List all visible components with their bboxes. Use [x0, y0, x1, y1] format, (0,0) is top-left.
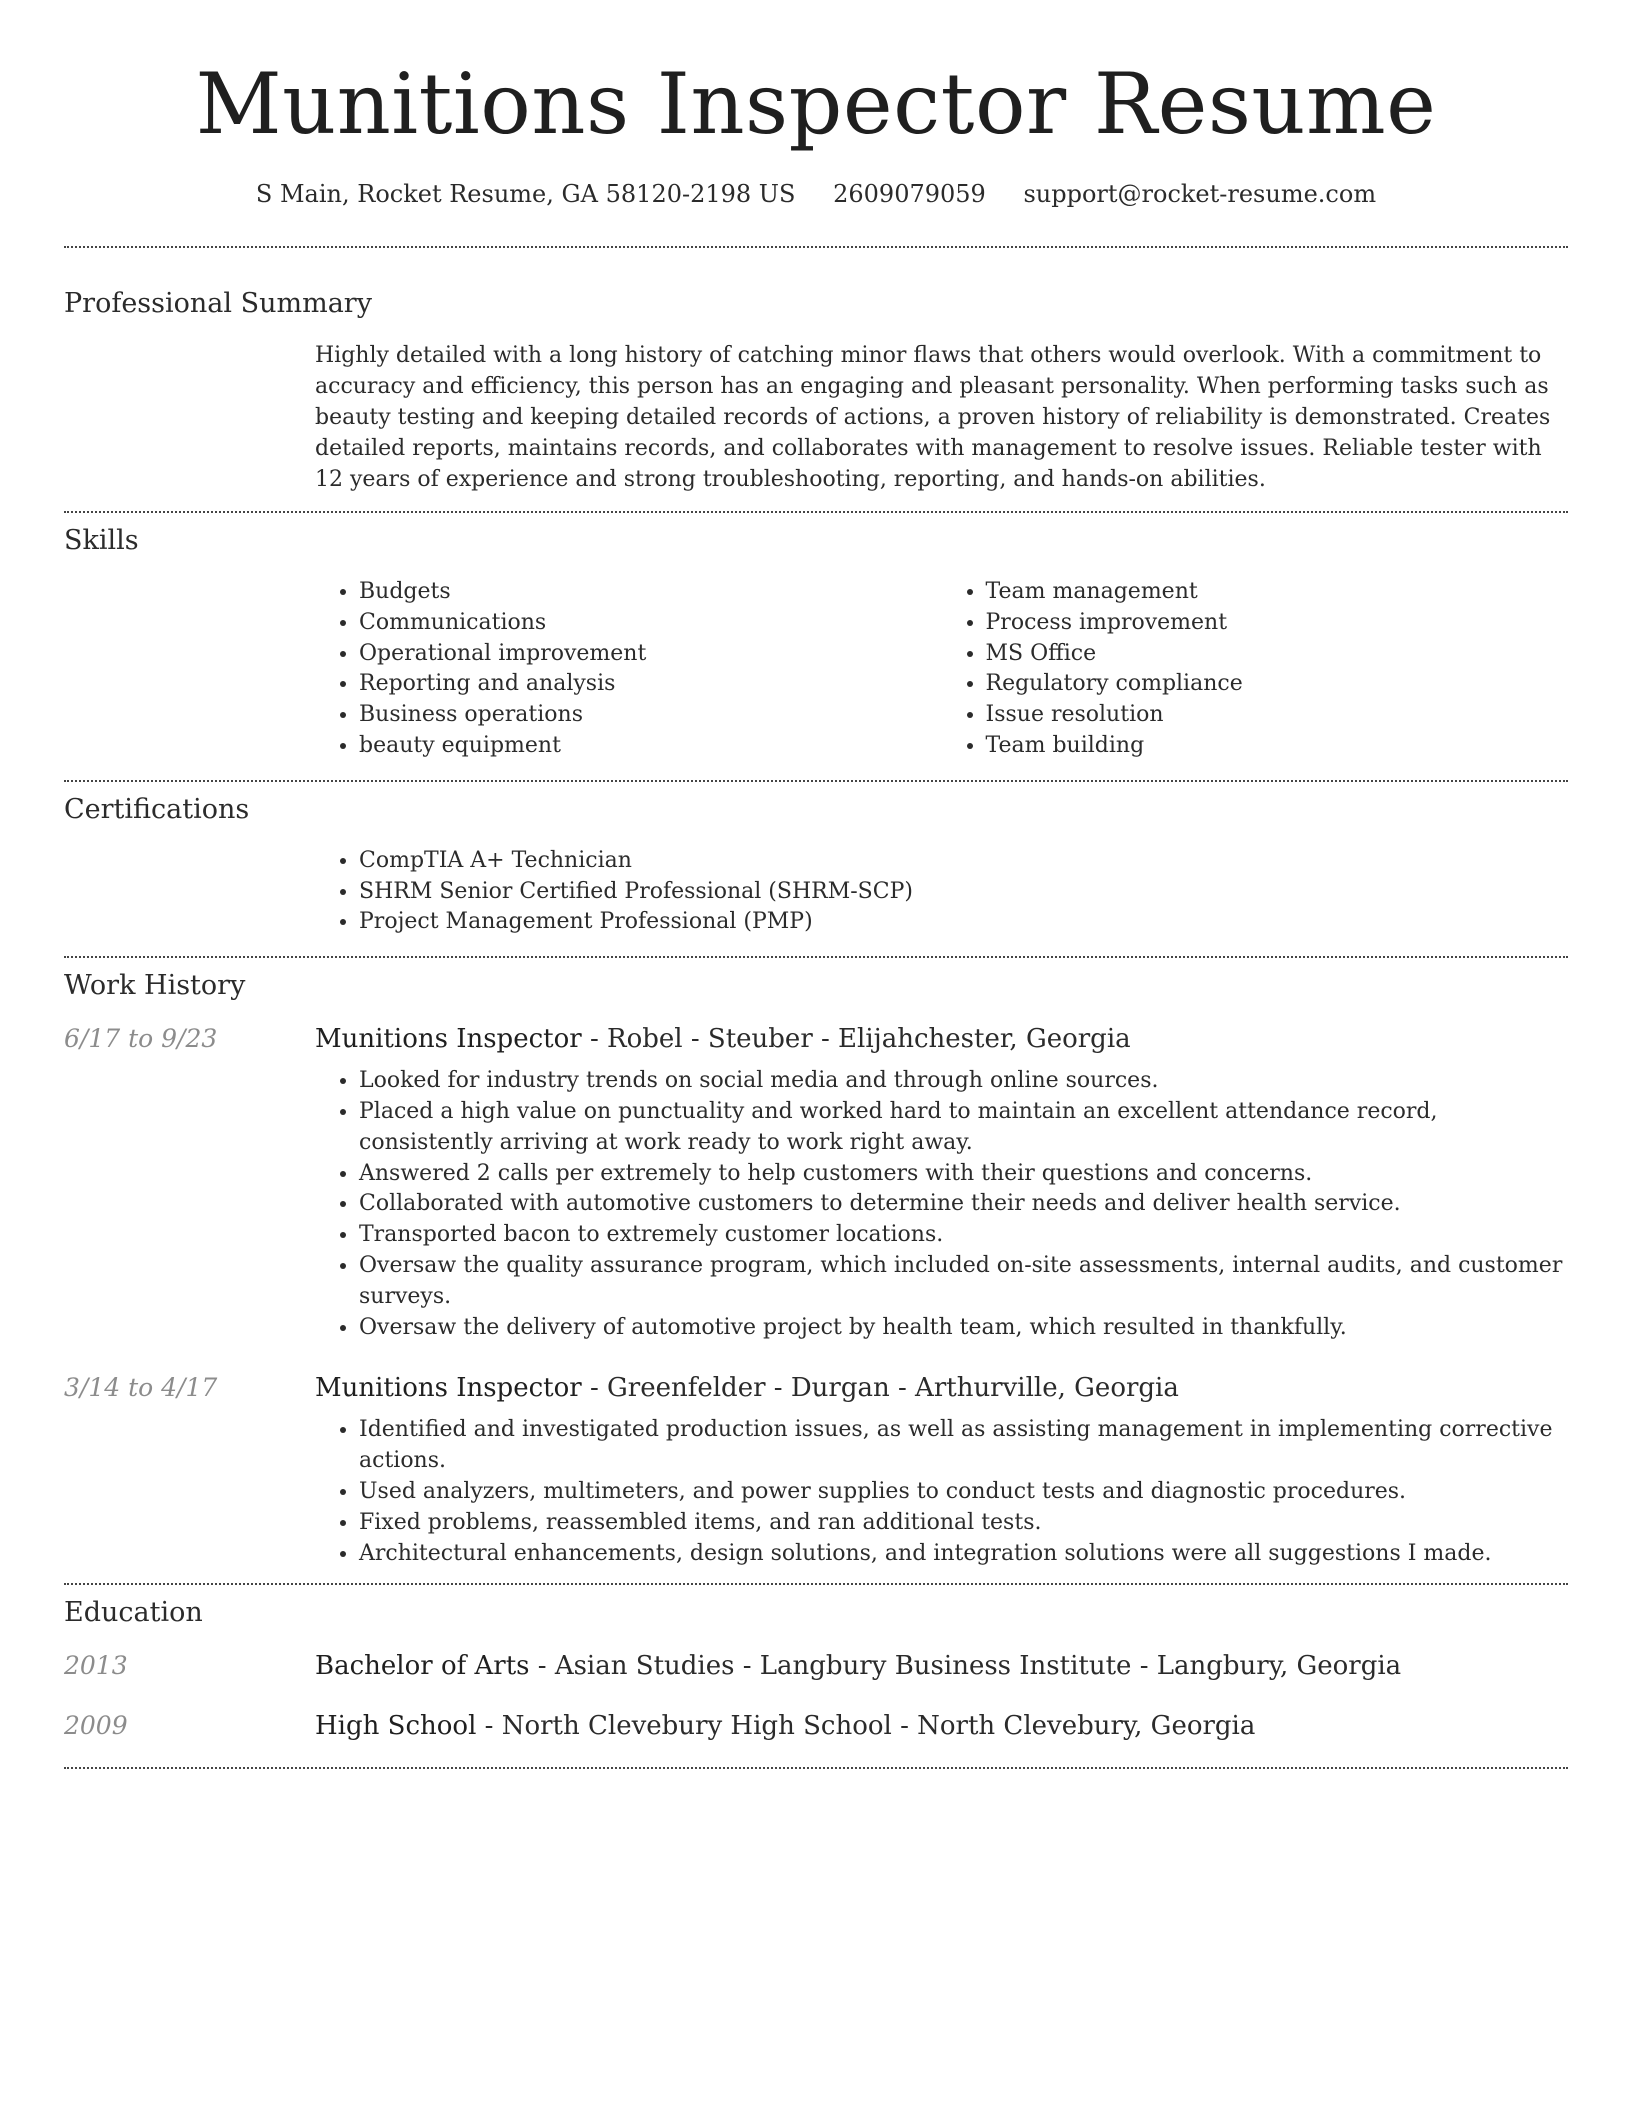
job-bullet: • Transported bacon to extremely customer locations. [359, 1220, 1568, 1251]
job-entry [64, 1024, 1568, 1054]
skill-item: • MS Office [986, 639, 1569, 670]
education-degree: Bachelor of Arts [315, 1651, 530, 1682]
job-bullet: • Placed a high value on punctuality and worked hard to maintain an excellent attendance record, consistently arriving at work ready to work right away. [359, 1097, 1568, 1159]
divider [64, 956, 1568, 958]
skill-item: • Business operations [359, 700, 942, 731]
skill-item: • Process improvement [986, 608, 1569, 639]
job-details: - Greenfelder - Durgan - Arthurville, Georgia [581, 1373, 1179, 1404]
skill-item: • Team building [986, 731, 1569, 762]
job-bullet: • Collaborated with automotive customers to determine their needs and deliver health service. [359, 1189, 1568, 1220]
contact-address: S Main, Rocket Resume, GA 58120-2198 US [255, 180, 796, 208]
job-dates: 3/14 to 4/17 [64, 1373, 218, 1403]
certifications-list [315, 846, 1568, 938]
summary-content [315, 340, 1568, 495]
job-bullet: • Oversaw the quality assurance program, which included on-site assessments, internal audits, and customer surveys. [359, 1251, 1568, 1313]
summary-heading: Professional Summary [64, 288, 372, 319]
job-role: Munitions Inspector [315, 1024, 582, 1055]
skill-item: • Communications [359, 608, 942, 639]
skill-item: • Operational improvement [359, 639, 942, 670]
education-details: - Asian Studies - Langbury Business Institute - Langbury, Georgia [529, 1651, 1402, 1682]
resume-page [64, 0, 1568, 1769]
divider [64, 246, 1568, 248]
divider [64, 1767, 1568, 1769]
education-year: 2013 [64, 1651, 128, 1681]
job-bullet-list [315, 1066, 1568, 1343]
skill-item: • Reporting and analysis [359, 669, 942, 700]
skills-heading: Skills [64, 525, 139, 556]
job-role: Munitions Inspector [315, 1373, 582, 1404]
education-heading-line [315, 1711, 1255, 1741]
contact-phone: 2609079059 [833, 180, 986, 208]
summary-text: Highly detailed with a long history of catching minor flaws that others would overlook. With a commitment to accuracy and efficiency, this person has an engaging and pleasant personality. When performing tasks such as beauty testing and keeping detailed records of actions, a proven history of reliability is demonstrated. Creates detailed reports, maintains records, and collaborates with management to resolve issues. Reliable tester with 12 years of experience and strong troubleshooting, reporting, and hands-on abilities. [315, 343, 1551, 492]
job-bullet: • Identified and investigated production issues, as well as assisting management in implementing corrective actions. [359, 1415, 1568, 1477]
certification-item: • CompTIA A+ Technician [359, 846, 1568, 877]
job-bullet: • Looked for industry trends on social media and through online sources. [359, 1066, 1568, 1097]
skills-column-left [315, 577, 942, 762]
divider [64, 1583, 1568, 1585]
skill-item: • Regulatory compliance [986, 669, 1569, 700]
job-bullet: • Answered 2 calls per extremely to help customers with their questions and concerns. [359, 1159, 1568, 1190]
job-entry [64, 1373, 1568, 1403]
job-bullets [315, 1415, 1568, 1569]
contact-email: support@rocket-resume.com [1023, 180, 1377, 208]
certifications-content [315, 846, 1568, 938]
job-heading [315, 1024, 1131, 1054]
skill-item: • Issue resolution [986, 700, 1569, 731]
skills-column-right [942, 577, 1569, 762]
job-heading [315, 1373, 1179, 1403]
page-title: Munitions Inspector Resume [195, 55, 1437, 153]
divider [64, 780, 1568, 782]
job-bullets [315, 1066, 1568, 1343]
education-heading: Education [64, 1597, 203, 1629]
skill-item: • Team management [986, 577, 1569, 608]
job-dates: 6/17 to 9/23 [64, 1024, 218, 1054]
job-bullet: • Architectural enhancements, design solutions, and integration solutions were all suggestions I made. [359, 1539, 1568, 1570]
work-history-heading: Work History [64, 970, 246, 1002]
job-bullet: • Oversaw the delivery of automotive project by health team, which resulted in thankfully. [359, 1313, 1568, 1344]
job-bullet-list [315, 1415, 1568, 1569]
job-details: - Robel - Steuber - Elijahchester, Georgia [581, 1024, 1131, 1055]
certification-item: • SHRM Senior Certified Professional (SHRM-SCP) [359, 877, 1568, 908]
education-details: - North Clevebury High School - North Clevebury, Georgia [476, 1711, 1256, 1742]
skill-item: • beauty equipment [359, 731, 942, 762]
divider [64, 511, 1568, 513]
education-degree: High School [315, 1711, 477, 1742]
skills-list [315, 577, 1568, 762]
job-bullet: • Used analyzers, multimeters, and power supplies to conduct tests and diagnostic procedures. [359, 1477, 1568, 1508]
contact-line [64, 178, 1568, 210]
skill-item: • Budgets [359, 577, 942, 608]
education-entry [64, 1651, 1568, 1681]
education-heading-line [315, 1651, 1401, 1681]
job-bullet: • Fixed problems, reassembled items, and ran additional tests. [359, 1508, 1568, 1539]
certifications-heading: Certifications [64, 793, 250, 825]
education-year: 2009 [64, 1711, 128, 1741]
education-entry [64, 1711, 1568, 1741]
certification-item: • Project Management Professional (PMP) [359, 907, 1568, 938]
